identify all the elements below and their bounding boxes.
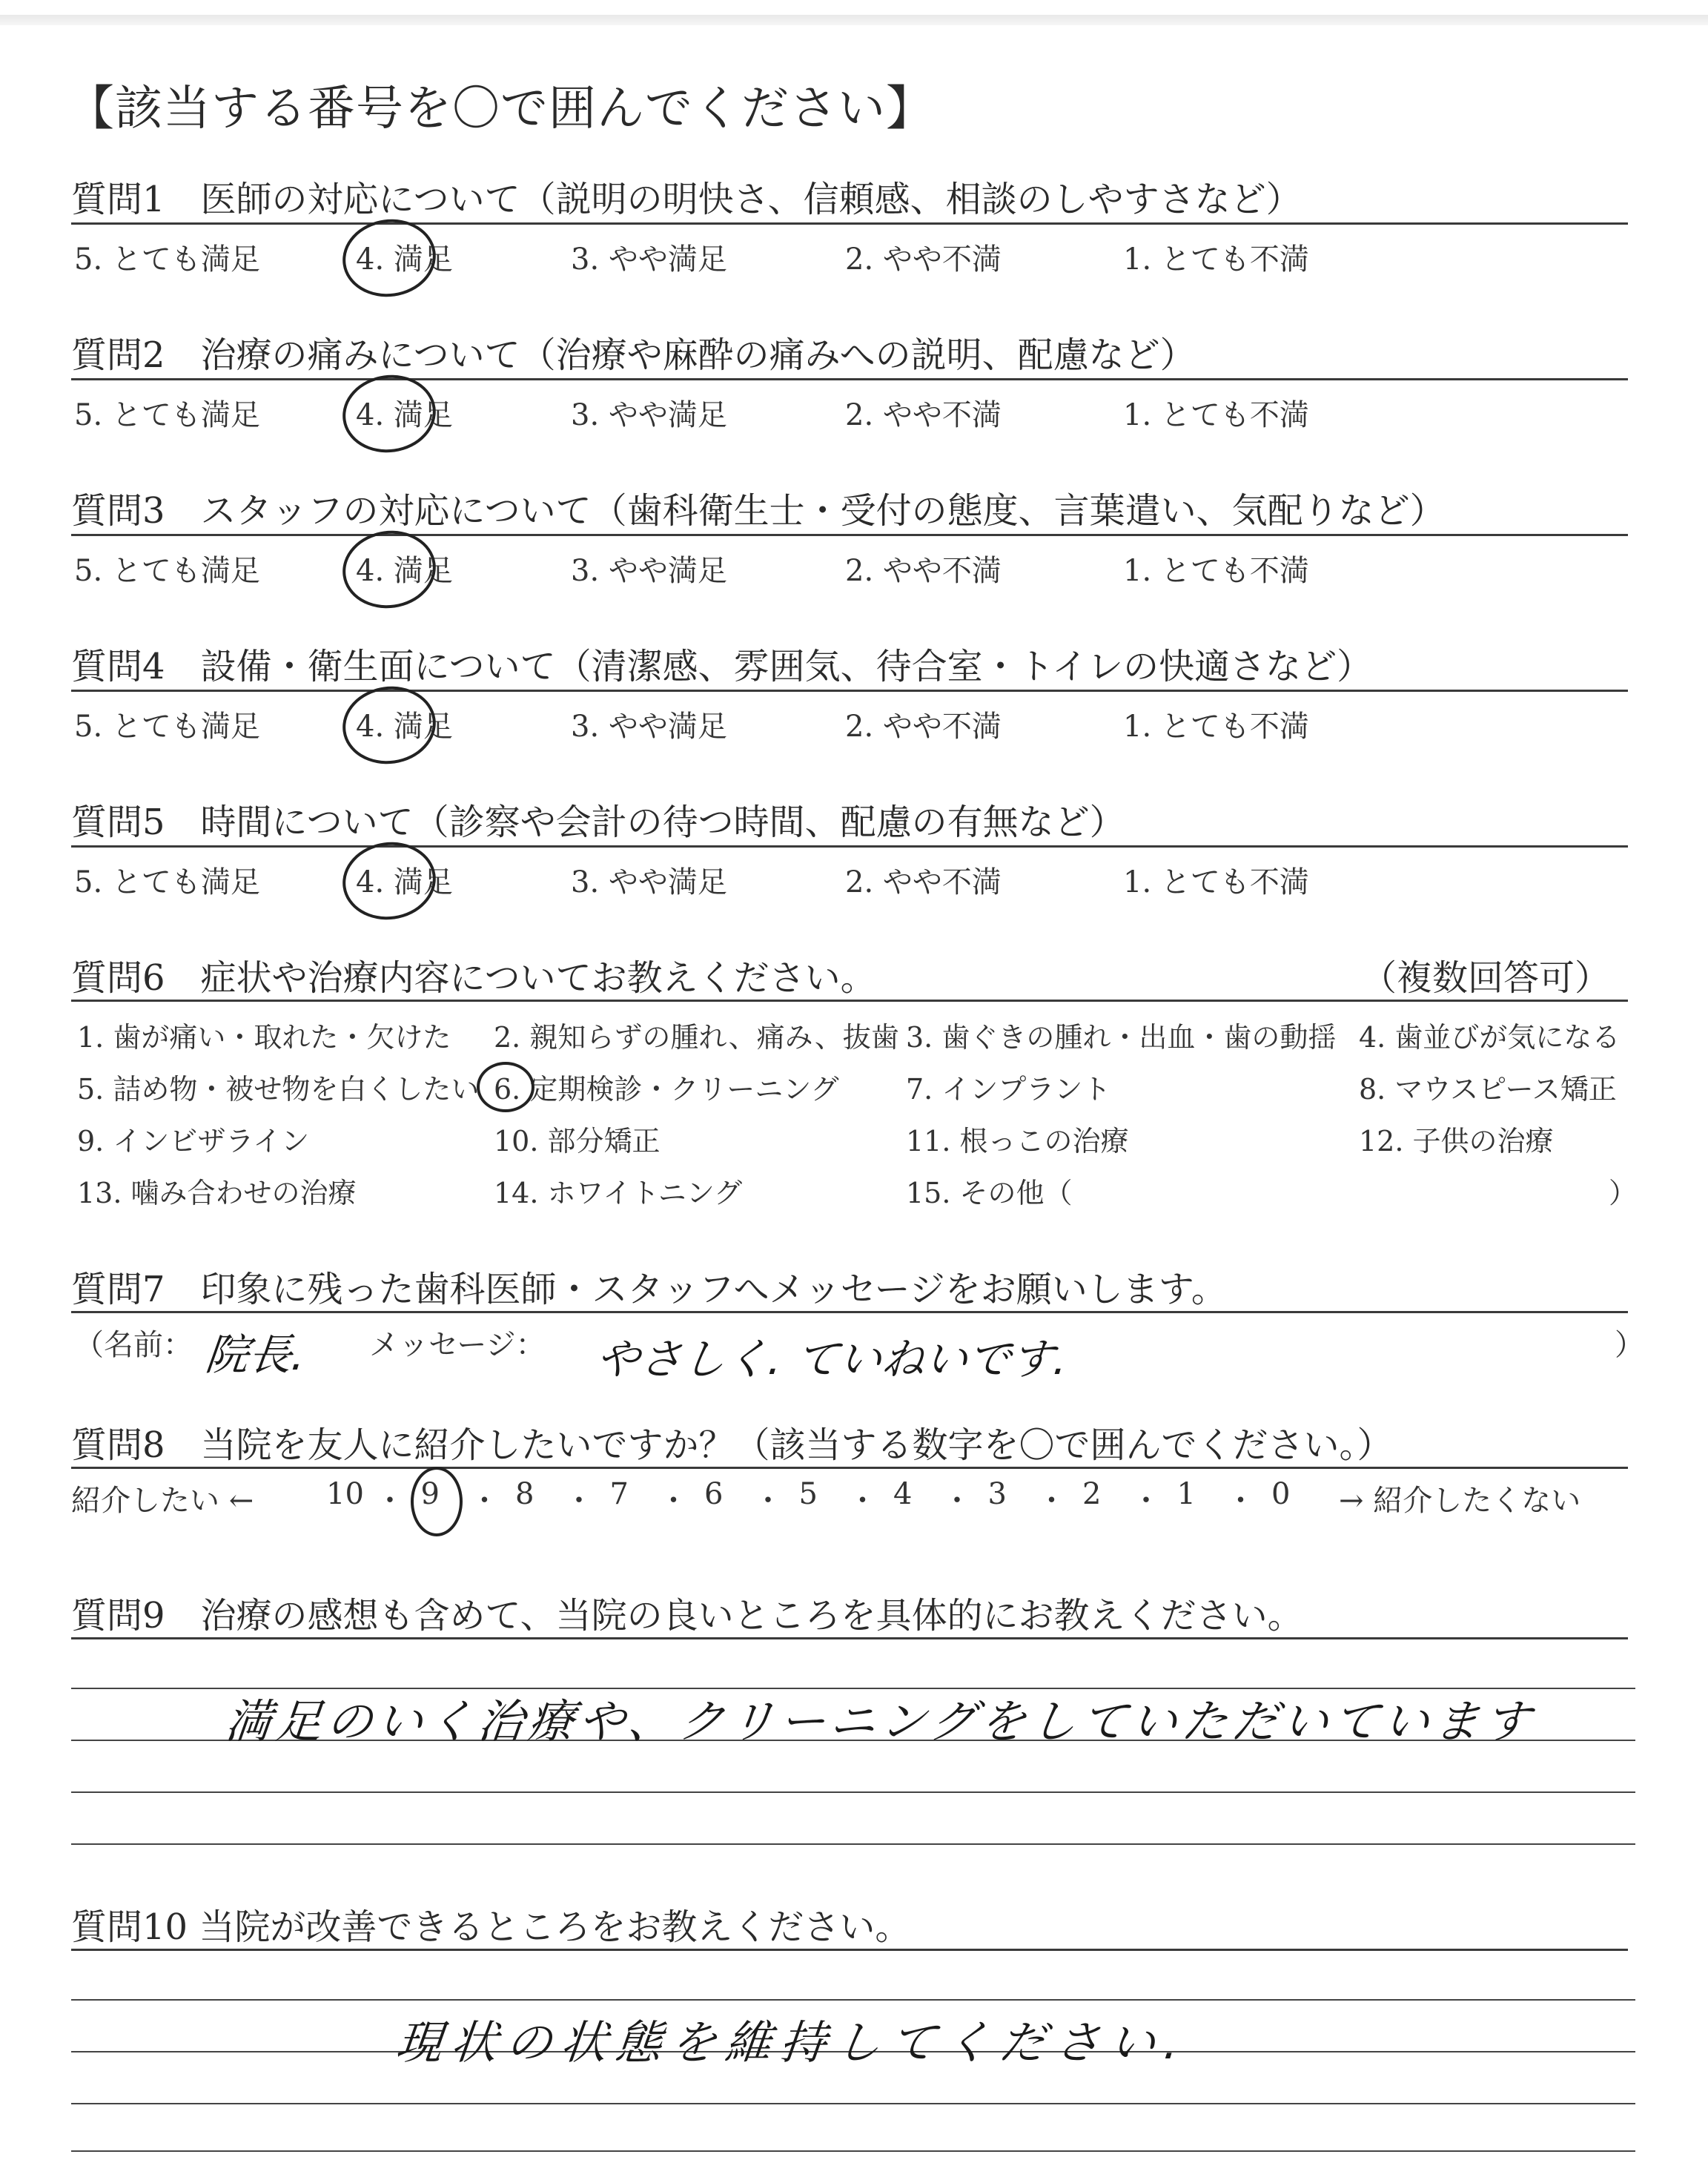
q4-selection-circle [337,681,440,770]
q5-selection-circle [337,836,440,926]
q6-option[interactable]: 9. インビザライン [77,1125,310,1157]
q1-label: 質問1 医師の対応について（説明の明快さ、信頼感、相談のしやすさなど） [71,179,1302,220]
q1-option[interactable]: 1. とても不満 [1123,242,1309,277]
q8-scale-number[interactable]: 10 [326,1477,364,1511]
q2-option[interactable]: 3. やや満足 [571,398,727,432]
scan-top-edge [0,15,1708,25]
q1-selection-circle [337,214,440,303]
q1-option[interactable]: 4. 満足 [356,242,453,277]
q8-scale-number[interactable]: 6 [704,1477,724,1511]
q7-name-label: （名前： [74,1328,193,1362]
q8-scale-number[interactable]: 1 [1176,1477,1196,1511]
q9-answer-handwritten: 満足のいく治療や、クリーニングをしていただいています [222,1694,1537,1748]
q6-option[interactable]: 4. 歯並びが気になる [1359,1021,1621,1054]
q9-writing-line [71,1791,1635,1793]
q3-option[interactable]: 3. やや満足 [571,554,727,588]
q1-option[interactable]: 3. やや満足 [571,242,727,277]
q9-writing-line [71,1843,1635,1845]
q8-rule [71,1467,1628,1469]
q3-selection-circle [337,525,440,615]
q2-option[interactable]: 1. とても不満 [1123,398,1309,432]
q4-rule [71,690,1628,692]
q8-scale-separator: ・ [942,1484,972,1518]
q6-rule [71,1000,1628,1002]
q10-writing-line [71,1999,1635,2001]
q5-option[interactable]: 5. とても満足 [74,865,260,899]
q10-answer-handwritten: 現状の状態を維持してください. [393,2015,1191,2070]
q6-other-close-paren: ） [1609,1177,1638,1209]
q8-scale-separator: ・ [1036,1484,1067,1518]
q9-label: 質問9 治療の感想も含めて、当院の良いところを具体的にお教えください。 [71,1595,1303,1636]
q8-label: 質問8 当院を友人に紹介したいですか？（該当する数字を〇で囲んでください。） [71,1424,1393,1466]
q8-scale-separator: ・ [1225,1484,1256,1518]
q4-label: 質問4 設備・衛生面について（清潔感、雰囲気、待合室・トイレの快適さなど） [71,646,1373,687]
q6-option[interactable]: 1. 歯が痛い・取れた・欠けた [77,1021,451,1054]
q8-scale-separator: ・ [1131,1484,1161,1518]
q5-label: 質問5 時間について（診察や会計の待つ時間、配慮の有無など） [71,802,1125,843]
q6-note: （複数回答可） [1361,957,1611,999]
q7-message-label: メッセージ： [369,1328,546,1362]
q8-scale-separator: ・ [847,1484,878,1518]
q6-option[interactable]: 2. 親知らずの腫れ、痛み、抜歯 [494,1021,899,1054]
q8-scale-separator: ・ [753,1484,783,1518]
q6-label: 質問6 症状や治療内容についてお教えください。 [71,957,876,999]
q8-scale-number[interactable]: 4 [893,1477,913,1511]
q2-option[interactable]: 4. 満足 [356,398,453,432]
q3-option[interactable]: 5. とても満足 [74,554,260,588]
q3-option[interactable]: 2. やや不満 [845,554,1002,588]
q8-scale-separator: ・ [658,1484,689,1518]
q4-option[interactable]: 4. 満足 [356,710,453,744]
q4-option[interactable]: 3. やや満足 [571,710,727,744]
q4-option[interactable]: 1. とても不満 [1123,710,1309,744]
q3-label: 質問3 スタッフの対応について（歯科衛生士・受付の態度、言葉遣い、気配りなど） [71,490,1446,532]
q8-selection-circle [411,1467,463,1536]
q3-option[interactable]: 4. 満足 [356,554,453,588]
q7-name-handwritten: 院長. [202,1330,308,1380]
q8-scale-number[interactable]: 7 [609,1477,629,1511]
q6-option[interactable]: 5. 詰め物・被せ物を白くしたい [77,1073,480,1106]
q7-message-handwritten: やさしく. ていねいです. [593,1334,1070,1384]
q6-option[interactable]: 8. マウスピース矯正 [1359,1073,1617,1106]
q8-scale-separator: ・ [375,1484,405,1518]
q6-option[interactable]: 12. 子供の治療 [1359,1125,1554,1157]
q1-option[interactable]: 5. とても満足 [74,242,260,277]
q8-scale-number[interactable]: 3 [987,1477,1007,1511]
q2-option[interactable]: 5. とても満足 [74,398,260,432]
q7-label: 質問7 印象に残った歯科医師・スタッフへメッセージをお願いします。 [71,1269,1227,1310]
q6-option[interactable]: 10. 部分矯正 [494,1125,661,1157]
q8-scale-separator: ・ [469,1484,500,1518]
q8-right-label: → 紹介したくない [1339,1484,1581,1518]
q7-rule [71,1311,1628,1313]
q1-option[interactable]: 2. やや不満 [845,242,1002,277]
q4-option[interactable]: 2. やや不満 [845,710,1002,744]
q7-close-paren: ） [1615,1328,1644,1362]
q6-option[interactable]: 13. 噛み合わせの治療 [77,1177,357,1209]
q8-scale-number[interactable]: 2 [1082,1477,1102,1511]
q5-option[interactable]: 4. 満足 [356,865,453,899]
q6-option[interactable]: 7. インプラント [906,1073,1111,1106]
q10-writing-line [71,2103,1635,2104]
q3-rule [71,534,1628,536]
q5-option[interactable]: 3. やや満足 [571,865,727,899]
q8-scale-separator: ・ [564,1484,594,1518]
q8-scale-number[interactable]: 0 [1271,1477,1291,1511]
q6-selection-circle [477,1062,534,1112]
q5-option[interactable]: 1. とても不満 [1123,865,1309,899]
page-title: 【該当する番号を〇で囲んでください】 [67,82,934,136]
q3-option[interactable]: 1. とても不満 [1123,554,1309,588]
q6-option[interactable]: 3. 歯ぐきの腫れ・出血・歯の動揺 [906,1021,1337,1054]
q6-option[interactable]: 6. 定期検診・クリーニング [494,1073,839,1106]
q2-selection-circle [337,369,440,459]
q9-rule [71,1637,1628,1639]
q8-scale-number[interactable]: 5 [798,1477,818,1511]
q10-writing-line [71,2150,1635,2152]
q5-option[interactable]: 2. やや不満 [845,865,1002,899]
q6-option[interactable]: 15. その他（ [906,1177,1073,1209]
q4-option[interactable]: 5. とても満足 [74,710,260,744]
q10-label: 質問10 当院が改善できるところをお教えください。 [71,1906,911,1948]
q6-option[interactable]: 14. ホワイトニング [494,1177,743,1209]
q2-option[interactable]: 2. やや不満 [845,398,1002,432]
q2-rule [71,378,1628,380]
q10-rule [71,1949,1628,1951]
q8-left-label: 紹介したい ← [71,1484,254,1518]
q5-rule [71,845,1628,848]
q1-rule [71,222,1628,225]
q2-label: 質問2 治療の痛みについて（治療や麻酔の痛みへの説明、配慮など） [71,334,1196,376]
q8-scale-number[interactable]: 8 [515,1477,534,1511]
q8-scale-number[interactable]: 9 [420,1477,440,1511]
q6-option[interactable]: 11. 根っこの治療 [906,1125,1129,1157]
